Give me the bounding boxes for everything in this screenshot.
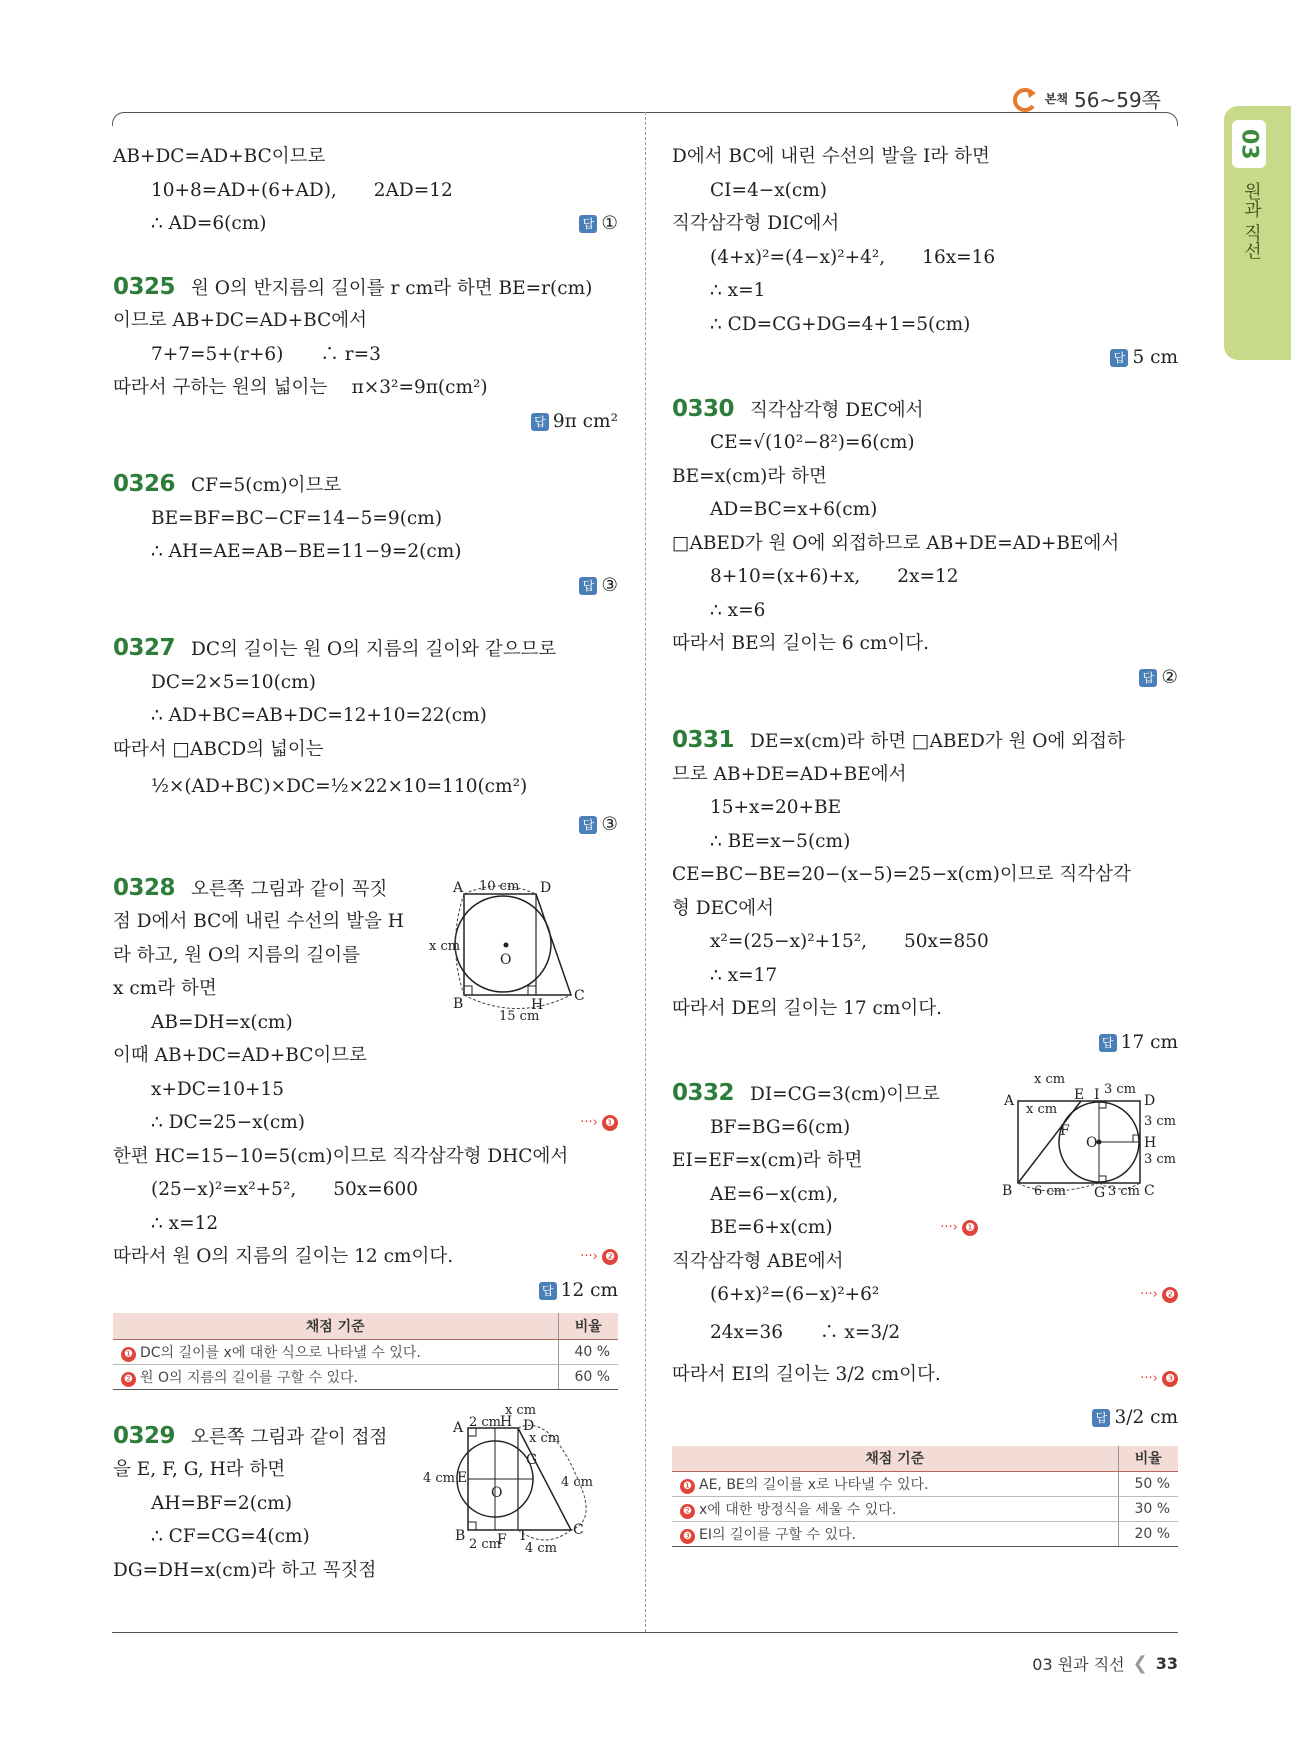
text-line: CF=5(cm)이므로: [191, 475, 342, 496]
column-divider: [645, 112, 646, 1632]
svg-text:3 cm: 3 cm: [1108, 1184, 1141, 1199]
svg-text:I: I: [520, 1527, 526, 1544]
text-line: [672, 1211, 1178, 1245]
text-line: DI=CG=3(cm)이므로: [750, 1084, 940, 1105]
problem-number: 0325: [113, 273, 176, 300]
answer-icon: 답: [579, 215, 597, 233]
label-h: H: [531, 996, 544, 1013]
table-cell: 50 %: [1118, 1472, 1178, 1497]
answer-value: 3/2 cm: [1114, 1406, 1178, 1428]
figure-0332: [998, 1063, 1178, 1208]
svg-text:H: H: [1144, 1135, 1157, 1151]
text-line: (4+x)²=(4−x)²+4², 16x=16: [710, 246, 996, 268]
answer-icon: 답: [1139, 669, 1157, 687]
table-row: ❸ EI의 길이를 구할 수 있다. 20 %: [672, 1522, 1178, 1547]
text-line: ∴ x=17: [710, 964, 778, 986]
chapter-title: 원과 직선: [1241, 182, 1262, 260]
problem-0325: [113, 271, 618, 305]
svg-text:E: E: [457, 1469, 468, 1486]
text-line: 따라서 DE의 길이는 17 cm이다.: [672, 998, 943, 1019]
answer-value: 5 cm: [1132, 347, 1178, 368]
table-cell: AE, BE의 길이를 x로 나타낼 수 있다.: [699, 1477, 929, 1493]
svg-text:2 cm: 2 cm: [469, 1414, 502, 1430]
table-cell: 60 %: [558, 1364, 618, 1389]
table-header: 비율: [558, 1313, 618, 1339]
text-line: BE=BF=BC−CF=14−5=9(cm): [151, 507, 443, 529]
text-line: x²=(25−x)²+15², 50x=850: [710, 931, 989, 952]
svg-text:4 cm: 4 cm: [561, 1474, 594, 1490]
answer-value: ②: [1161, 666, 1178, 688]
answer-value: 17 cm: [1120, 1031, 1178, 1053]
scoring-table: [672, 1446, 1178, 1548]
text-line: AH=BF=2(cm): [151, 1492, 293, 1514]
answer-value: ①: [601, 213, 618, 234]
step-marker: ···› ❷: [1140, 1278, 1178, 1312]
text-line: CI=4−x(cm): [710, 179, 828, 201]
step-marker: ···› ❶: [940, 1211, 978, 1245]
step-marker: ···› ❶: [580, 1106, 618, 1140]
text-line: ∴ x=1: [710, 280, 766, 301]
answer: [672, 341, 1178, 375]
text-line: 직각삼각형 DEC에서: [750, 399, 924, 421]
label-a: A: [453, 879, 464, 896]
text-line: AE=6−x(cm),: [710, 1183, 839, 1205]
text-line: ½×(AD+BC)×DC=½×22×10=110(cm²): [151, 776, 528, 797]
label-c: C: [574, 987, 585, 1004]
table-cell: 30 %: [1118, 1497, 1178, 1522]
text-line: AB=DH=x(cm): [151, 1011, 293, 1033]
text-line: [113, 1106, 618, 1140]
step-marker: ···› ❷: [580, 1240, 618, 1274]
problem-0332: [672, 1072, 1178, 1440]
answer-value: 9π cm²: [552, 410, 618, 432]
chapter-tab[interactable]: [1224, 106, 1291, 360]
right-column: [672, 140, 1178, 1547]
page-reference: [1011, 84, 1161, 113]
problem-0330: [672, 393, 1178, 427]
scoring-table: [113, 1313, 618, 1390]
answer: [672, 1396, 1178, 1440]
svg-text:H: H: [500, 1413, 513, 1430]
text-line: DE=x(cm)라 하면 □ABED가 원 O에 외접하: [750, 731, 1125, 752]
text-line: 점 D에서 BC에 내린 수선의 발을 H: [113, 911, 404, 932]
text-line: 형 DEC에서: [672, 897, 774, 919]
answer-icon: 답: [531, 413, 549, 431]
table-header: 채점 기준: [113, 1313, 558, 1339]
text-line: 오른쪽 그림과 같이 접점: [191, 1426, 388, 1448]
text-line: 라 하고, 원 O의 지름의 길이를: [113, 944, 361, 966]
answer-value: 12 cm: [560, 1279, 618, 1301]
svg-text:I: I: [1094, 1087, 1100, 1103]
text-line: 직각삼각형 DIC에서: [672, 213, 840, 234]
chapter-number: 03: [1232, 120, 1266, 168]
text-line: 이때 AB+DC=AD+BC이므로: [113, 1045, 367, 1066]
text-line: 이므로 AB+DC=AD+BC에서: [113, 310, 367, 331]
text-line: 15+x=20+BE: [710, 797, 842, 818]
footer-chapter: 03 원과 직선: [1032, 1655, 1125, 1674]
text-line: 따라서 BE의 길이는 6 cm이다.: [672, 633, 930, 654]
answer: [672, 661, 1178, 695]
svg-text:x cm: x cm: [1034, 1072, 1066, 1087]
text-line: 8+10=(x+6)+x, 2x=12: [710, 566, 959, 587]
svg-text:G: G: [526, 1451, 538, 1468]
figure-0328: [429, 872, 619, 1022]
text-line: EI=EF=x(cm)라 하면: [672, 1150, 863, 1171]
table-header: 채점 기준: [672, 1446, 1118, 1472]
text-line: 을 E, F, G, H라 하면: [113, 1459, 286, 1480]
text-line: ∴ BE=x−5(cm): [710, 830, 851, 852]
problem-number: 0329: [113, 1422, 176, 1449]
answer-icon: 답: [579, 577, 597, 595]
text-line: 므로 AB+DE=AD+BE에서: [672, 763, 907, 785]
text-line: AD=BC=x+6(cm): [710, 499, 878, 520]
text-line: 한편 HC=15−10=5(cm)이므로 직각삼각형 DHC에서: [113, 1145, 569, 1167]
problem-0328: [113, 872, 618, 1308]
problem-number: 0328: [113, 874, 176, 901]
svg-text:2 cm: 2 cm: [469, 1536, 502, 1552]
answer-icon: 답: [1099, 1034, 1117, 1052]
text-value: BE=6+x(cm): [710, 1217, 833, 1238]
text-line: 따라서 구하는 원의 넓이는 π×3²=9π(cm²): [113, 377, 488, 398]
problem-number: 0327: [113, 635, 176, 661]
table-cell: 20 %: [1118, 1522, 1178, 1547]
svg-text:F: F: [497, 1531, 507, 1548]
arrow-refresh-icon: [1011, 86, 1039, 112]
problem-0331: [672, 724, 1178, 758]
svg-text:A: A: [453, 1419, 464, 1436]
text-line: ∴ AH=AE=AB−BE=11−9=2(cm): [151, 541, 462, 562]
problem-number: 0326: [113, 471, 176, 497]
table-cell: DC의 길이를 x에 대한 식으로 나타낼 수 있다.: [140, 1344, 421, 1361]
text-line: D에서 BC에 내린 수선의 발을 I라 하면: [672, 146, 990, 167]
text-line: DG=DH=x(cm)라 하고 꼭짓점: [113, 1559, 377, 1581]
text-line: ∴ CF=CG=4(cm): [151, 1526, 310, 1547]
table-row: ❶ DC의 길이를 x에 대한 식으로 나타낼 수 있다. 40 %: [113, 1339, 618, 1364]
answer-value: ③: [601, 574, 618, 596]
text-value: 따라서 원 O의 지름의 길이는 12 cm이다.: [113, 1246, 454, 1267]
answer-icon: 답: [539, 1282, 557, 1300]
text-line: 오른쪽 그림과 같이 꼭짓: [191, 878, 388, 900]
label-side: x cm: [429, 938, 461, 954]
svg-text:4 cm: 4 cm: [423, 1470, 456, 1486]
text-line: CE=BC−BE=20−(x−5)=25−x(cm)이므로 직각삼각: [672, 864, 1131, 885]
text-line: AB+DC=AD+BC이므로: [113, 146, 326, 167]
label-top: 10 cm: [479, 878, 520, 894]
answer: [113, 405, 618, 439]
book-label: 본책: [1044, 92, 1069, 106]
problem-number: 0331: [672, 727, 735, 753]
left-column: [113, 140, 618, 1587]
text-line: ∴ AD+BC=AB+DC=12+10=22(cm): [151, 705, 487, 726]
footer-rule: [112, 1632, 1178, 1633]
svg-text:D: D: [523, 1417, 535, 1434]
svg-text:B: B: [1002, 1183, 1013, 1199]
text-line: BF=BG=6(cm): [710, 1116, 851, 1138]
answer-icon: 답: [1110, 349, 1128, 367]
text-line: ∴ AD=6(cm): [151, 213, 267, 234]
text-line: ∴ x=12: [151, 1212, 219, 1234]
answer-icon: 답: [1092, 1409, 1110, 1427]
table-cell: x에 대한 방정식을 세울 수 있다.: [699, 1502, 897, 1518]
problem-number: 0332: [672, 1080, 735, 1106]
page-range: 56~59쪽: [1074, 88, 1161, 112]
label-bottom: 15 cm: [499, 1008, 540, 1022]
label-o: O: [500, 951, 512, 968]
table-cell: EI의 길이를 구할 수 있다.: [699, 1527, 856, 1543]
svg-text:3 cm: 3 cm: [1144, 1114, 1177, 1129]
answer: [113, 569, 618, 603]
answer-icon: 답: [579, 816, 597, 834]
svg-text:4 cm: 4 cm: [525, 1540, 558, 1556]
answer-value: ③: [601, 814, 618, 835]
figure-0329: [423, 1402, 623, 1562]
footer: [1032, 1652, 1178, 1675]
table-cell: 원 O의 지름의 길이를 구할 수 있다.: [140, 1369, 358, 1386]
table-cell: 40 %: [558, 1339, 618, 1364]
svg-text:D: D: [1144, 1093, 1156, 1109]
table-header: 비율: [1118, 1446, 1178, 1472]
svg-text:6 cm: 6 cm: [1034, 1184, 1067, 1199]
text-line: ∴ CD=CG+DG=4+1=5(cm): [710, 313, 971, 335]
problem-0329: [113, 1402, 618, 1588]
svg-text:G: G: [1094, 1185, 1106, 1201]
text-line: x+DC=10+15: [151, 1078, 285, 1100]
svg-text:x cm: x cm: [1026, 1102, 1058, 1117]
svg-text:3 cm: 3 cm: [1144, 1152, 1177, 1167]
text-line: [672, 1354, 1178, 1396]
svg-text:O: O: [491, 1484, 503, 1501]
answer: [113, 808, 618, 842]
text-line: 직각삼각형 ABE에서: [672, 1250, 844, 1272]
text-line: 10+8=AD+(6+AD), 2AD=12: [151, 179, 453, 201]
text-line: x cm라 하면: [113, 978, 217, 999]
text-line: [672, 1278, 1178, 1312]
svg-text:C: C: [1144, 1183, 1155, 1199]
text-line: 원 O의 반지름의 길이를 r cm라 하면 BE=r(cm): [191, 277, 593, 299]
chevron-left-icon: ❮: [1132, 1653, 1148, 1674]
label-d: D: [540, 879, 552, 896]
svg-text:x cm: x cm: [505, 1402, 537, 1418]
text-value: (6+x)²=(6−x)²+6²: [710, 1284, 880, 1305]
table-row: ❶ AE, BE의 길이를 x로 나타낼 수 있다. 50 %: [672, 1472, 1178, 1497]
problem-number: 0330: [672, 395, 735, 422]
text-line: 따라서 □ABCD의 넓이는: [113, 738, 324, 760]
svg-text:C: C: [573, 1521, 584, 1538]
svg-text:B: B: [455, 1527, 466, 1544]
svg-text:F: F: [1060, 1123, 1070, 1139]
step-marker: ···› ❸: [1140, 1358, 1178, 1400]
table-row: ❷ 원 O의 지름의 길이를 구할 수 있다. 60 %: [113, 1364, 618, 1389]
svg-text:O: O: [1086, 1135, 1098, 1151]
page-number: 33: [1155, 1654, 1178, 1673]
text-line: ∴ x=6: [710, 599, 766, 621]
text-value: 따라서 EI의 길이는 3/2 cm이다.: [672, 1363, 941, 1385]
text-line: □ABED가 원 O에 외접하므로 AB+DE=AD+BE에서: [672, 532, 1120, 554]
text-line: DC=2×5=10(cm): [151, 671, 316, 693]
text-line: 24x=36 ∴ x=3/2: [710, 1321, 901, 1343]
text-line: BE=x(cm)라 하면: [672, 465, 827, 487]
text-line: DC의 길이는 원 O의 지름의 길이와 같으므로: [191, 639, 557, 660]
svg-text:A: A: [1004, 1093, 1015, 1109]
table-row: ❷ x에 대한 방정식을 세울 수 있다. 30 %: [672, 1497, 1178, 1522]
text-line: CE=√(10²−8²)=6(cm): [710, 432, 915, 453]
answer: [672, 1026, 1178, 1060]
svg-text:E: E: [1074, 1087, 1085, 1103]
label-b: B: [453, 995, 464, 1012]
answer: [113, 1274, 618, 1308]
text-value: ∴ DC=25−x(cm): [151, 1112, 305, 1133]
text-line: (25−x)²=x²+5², 50x=600: [151, 1179, 419, 1200]
svg-text:x cm: x cm: [529, 1430, 561, 1446]
problem-0326: [113, 468, 618, 502]
problem-0327: [113, 632, 618, 666]
text-line: [113, 1240, 618, 1274]
svg-text:3 cm: 3 cm: [1104, 1082, 1137, 1097]
text-line: 7+7=5+(r+6) ∴ r=3: [151, 343, 381, 365]
